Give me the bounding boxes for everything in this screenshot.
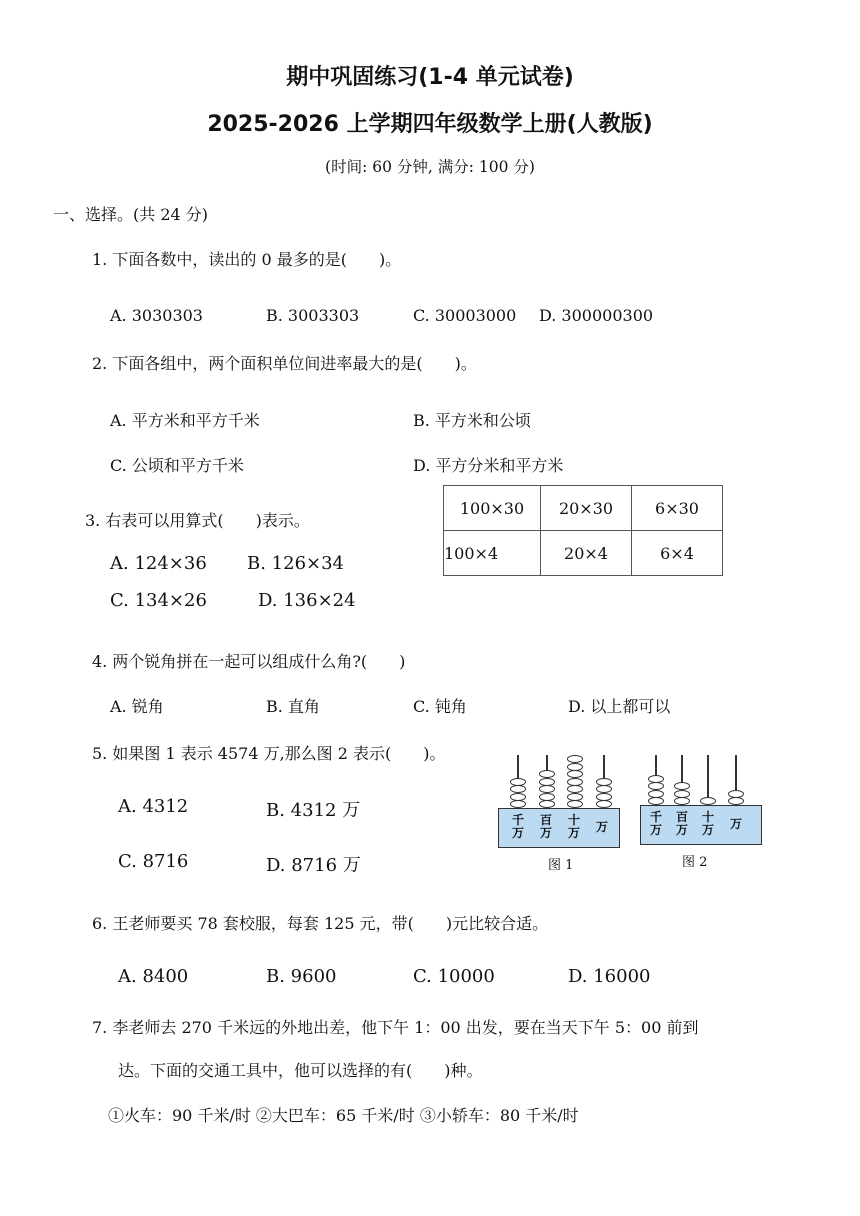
q2-option-b: B. 平方米和公顷: [413, 411, 531, 430]
question-7-options: ①火车：90 千米/时 ②大巴车：65 千米/时 ③小轿车：80 千米/时: [108, 1106, 579, 1125]
abacus-bead: [648, 775, 664, 783]
question-3: 3. 右表可以用算式( )表示。: [85, 511, 310, 530]
q6-option-b: B. 9600: [266, 966, 337, 987]
abacus-bead: [510, 785, 526, 793]
q5-option-b: B. 4312 万: [266, 800, 361, 821]
abacus-figure-1: [498, 755, 622, 875]
figure-1-caption: 图 1: [548, 858, 574, 873]
abacus-bead: [674, 782, 690, 790]
question-6: 6. 王老师要买 78 套校服，每套 125 元，带( )元比较合适。: [92, 914, 549, 933]
question-2: 2. 下面各组中，两个面积单位间进率最大的是( )。: [92, 354, 477, 373]
abacus-bead: [567, 778, 583, 786]
q2-option-c: C. 公顷和平方千米: [110, 456, 244, 475]
place-label-qianwan: 千万: [649, 810, 662, 837]
page-subtitle: 2025-2026 上学期四年级数学上册(人教版): [207, 112, 653, 137]
abacus-bead: [728, 797, 744, 805]
q1-option-d: D. 300000300: [539, 306, 654, 325]
abacus-bead: [567, 770, 583, 778]
place-label-qianwan: 千万: [511, 813, 524, 840]
q4-option-d: D. 以上都可以: [568, 697, 671, 716]
question-7: 7. 李老师去 270 千米远的外地出差，他下午 1：00 出发，要在当天下午 5：00 前到: [92, 1018, 699, 1037]
table-cell: 20×30: [541, 486, 632, 531]
table-row: [444, 486, 723, 531]
q6-option-c: C. 10000: [413, 966, 495, 987]
abacus-bead: [567, 785, 583, 793]
abacus-bead: [648, 782, 664, 790]
q6-option-d: D. 16000: [568, 966, 651, 987]
exam-info: (时间: 60 分钟, 满分: 100 分): [325, 158, 535, 176]
abacus-bead: [596, 793, 612, 801]
place-label-wan: 万: [729, 817, 742, 831]
abacus-bead: [510, 778, 526, 786]
q1-option-a: A. 3030303: [110, 306, 203, 325]
question-5: 5. 如果图 1 表示 4574 万,那么图 2 表示( )。: [92, 744, 446, 763]
multiplication-table: [443, 485, 723, 576]
q3-option-c: C. 134×26: [110, 590, 207, 611]
table-cell: 100×4: [444, 531, 541, 576]
abacus-bead: [700, 797, 716, 805]
q3-option-a: A. 124×36: [110, 553, 207, 574]
q4-option-c: C. 钝角: [413, 697, 467, 716]
place-label-shiwan: 十万: [701, 810, 714, 837]
abacus-bead: [567, 800, 583, 808]
table-row: [444, 531, 723, 576]
q1-option-b: B. 3003303: [266, 306, 360, 325]
place-label-baiwan: 百万: [539, 813, 552, 840]
abacus-bead: [510, 800, 526, 808]
figure-2-caption: 图 2: [682, 855, 708, 870]
q2-option-a: A. 平方米和平方千米: [110, 411, 260, 430]
q5-option-d: D. 8716 万: [266, 855, 361, 876]
abacus-bead: [674, 797, 690, 805]
abacus-bead: [567, 763, 583, 771]
table-cell: 20×4: [541, 531, 632, 576]
place-label-baiwan: 百万: [675, 810, 688, 837]
q2-option-d: D. 平方分米和平方米: [413, 456, 564, 475]
abacus-bead: [674, 790, 690, 798]
question-7-continued: 达。下面的交通工具中，他可以选择的有( )种。: [118, 1061, 483, 1080]
page-title: 期中巩固练习(1-4 单元试卷): [286, 65, 574, 90]
abacus-bead: [539, 800, 555, 808]
abacus-bead: [728, 790, 744, 798]
abacus-bead: [648, 790, 664, 798]
q1-option-c: C. 30003000: [413, 306, 517, 325]
abacus-figure-2: [640, 755, 764, 875]
section-heading: 一、选择。(共 24 分): [53, 205, 209, 224]
table-cell: 6×4: [632, 531, 723, 576]
table-cell: 6×30: [632, 486, 723, 531]
abacus-bead: [567, 793, 583, 801]
q5-option-c: C. 8716: [118, 851, 189, 872]
abacus-bead: [596, 785, 612, 793]
q4-option-b: B. 直角: [266, 697, 320, 716]
abacus-bead: [510, 793, 526, 801]
place-label-wan: 万: [595, 820, 608, 834]
abacus-bead: [539, 778, 555, 786]
abacus-bead: [539, 785, 555, 793]
q4-option-a: A. 锐角: [110, 697, 164, 716]
abacus-bead: [596, 800, 612, 808]
q5-option-a: A. 4312: [118, 796, 189, 817]
abacus-bead: [539, 793, 555, 801]
q3-option-b: B. 126×34: [247, 553, 345, 574]
abacus-bead: [539, 770, 555, 778]
abacus-bead: [567, 755, 583, 763]
question-1: 1. 下面各数中，读出的 0 最多的是( )。: [92, 250, 402, 269]
abacus-bead: [596, 778, 612, 786]
place-label-shiwan: 十万: [567, 813, 580, 840]
q3-option-d: D. 136×24: [258, 590, 356, 611]
abacus-bead: [648, 797, 664, 805]
question-4: 4. 两个锐角拼在一起可以组成什么角?( ): [92, 652, 406, 671]
table-cell: 100×30: [444, 486, 541, 531]
q6-option-a: A. 8400: [118, 966, 189, 987]
